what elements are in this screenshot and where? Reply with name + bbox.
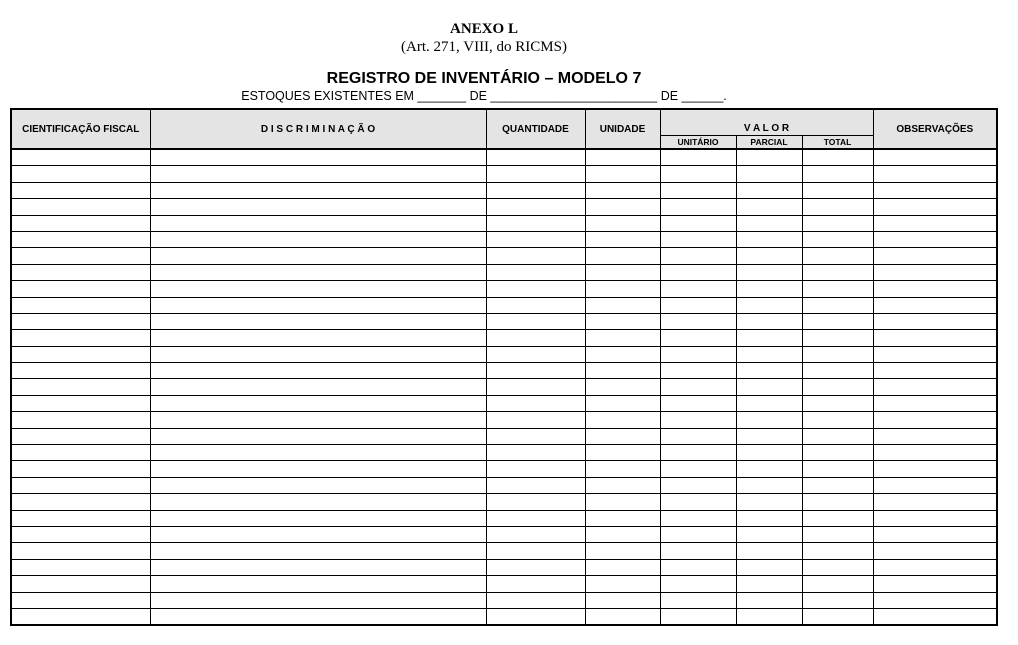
cell-unitario xyxy=(660,559,736,575)
cell-observacoes xyxy=(873,297,997,313)
cell-unidade xyxy=(585,559,660,575)
col-header-parcial: PARCIAL xyxy=(736,136,802,150)
cell-unitario xyxy=(660,149,736,166)
table-row xyxy=(11,281,997,297)
cell-quantidade xyxy=(486,543,585,559)
cell-unidade xyxy=(585,445,660,461)
col-header-total: TOTAL xyxy=(802,136,873,150)
cell-cientificacao-fiscal xyxy=(11,330,150,346)
cell-unidade xyxy=(585,428,660,444)
cell-observacoes xyxy=(873,149,997,166)
table-row xyxy=(11,477,997,493)
cell-cientificacao-fiscal xyxy=(11,559,150,575)
cell-observacoes xyxy=(873,477,997,493)
table-row xyxy=(11,510,997,526)
cell-parcial xyxy=(736,215,802,231)
cell-cientificacao-fiscal xyxy=(11,182,150,198)
cell-unidade xyxy=(585,576,660,592)
cell-discriminacao xyxy=(150,461,486,477)
cell-total xyxy=(802,248,873,264)
cell-unitario xyxy=(660,412,736,428)
cell-quantidade xyxy=(486,461,585,477)
cell-unitario xyxy=(660,428,736,444)
cell-observacoes xyxy=(873,543,997,559)
table-row xyxy=(11,215,997,231)
cell-total xyxy=(802,592,873,608)
cell-observacoes xyxy=(873,166,997,182)
cell-total xyxy=(802,428,873,444)
cell-unidade xyxy=(585,363,660,379)
cell-quantidade xyxy=(486,330,585,346)
table-row xyxy=(11,526,997,542)
cell-total xyxy=(802,281,873,297)
cell-total xyxy=(802,363,873,379)
cell-unitario xyxy=(660,166,736,182)
cell-unitario xyxy=(660,608,736,625)
cell-cientificacao-fiscal xyxy=(11,445,150,461)
cell-parcial xyxy=(736,166,802,182)
table-row xyxy=(11,264,997,280)
table-row xyxy=(11,363,997,379)
cell-unidade xyxy=(585,346,660,362)
cell-discriminacao xyxy=(150,330,486,346)
table-row xyxy=(11,395,997,411)
table-row xyxy=(11,297,997,313)
cell-parcial xyxy=(736,576,802,592)
inventory-table-body xyxy=(11,149,997,625)
col-header-unitario: UNITÁRIO xyxy=(660,136,736,150)
table-row xyxy=(11,379,997,395)
table-row xyxy=(11,330,997,346)
cell-observacoes xyxy=(873,313,997,329)
cell-unidade xyxy=(585,592,660,608)
cell-unitario xyxy=(660,264,736,280)
cell-unidade xyxy=(585,182,660,198)
cell-unidade xyxy=(585,149,660,166)
cell-discriminacao xyxy=(150,199,486,215)
cell-unidade xyxy=(585,281,660,297)
cell-unitario xyxy=(660,461,736,477)
cell-parcial xyxy=(736,182,802,198)
cell-parcial xyxy=(736,494,802,510)
cell-cientificacao-fiscal xyxy=(11,166,150,182)
cell-total xyxy=(802,510,873,526)
cell-unitario xyxy=(660,395,736,411)
cell-total xyxy=(802,297,873,313)
cell-unidade xyxy=(585,166,660,182)
cell-unidade xyxy=(585,526,660,542)
cell-quantidade xyxy=(486,428,585,444)
cell-unidade xyxy=(585,608,660,625)
cell-observacoes xyxy=(873,559,997,575)
annex-reference: (Art. 271, VIII, do RICMS) xyxy=(401,39,567,55)
cell-cientificacao-fiscal xyxy=(11,543,150,559)
cell-discriminacao xyxy=(150,428,486,444)
cell-quantidade xyxy=(486,477,585,493)
cell-discriminacao xyxy=(150,363,486,379)
cell-quantidade xyxy=(486,395,585,411)
cell-unitario xyxy=(660,330,736,346)
cell-discriminacao xyxy=(150,264,486,280)
table-row xyxy=(11,166,997,182)
cell-total xyxy=(802,461,873,477)
cell-unidade xyxy=(585,379,660,395)
cell-observacoes xyxy=(873,608,997,625)
cell-observacoes xyxy=(873,199,997,215)
cell-observacoes xyxy=(873,510,997,526)
cell-cientificacao-fiscal xyxy=(11,215,150,231)
table-row xyxy=(11,543,997,559)
cell-total xyxy=(802,559,873,575)
table-row xyxy=(11,494,997,510)
cell-cientificacao-fiscal xyxy=(11,510,150,526)
cell-observacoes xyxy=(873,330,997,346)
cell-unidade xyxy=(585,461,660,477)
cell-unitario xyxy=(660,313,736,329)
cell-cientificacao-fiscal xyxy=(11,412,150,428)
cell-unitario xyxy=(660,379,736,395)
cell-unitario xyxy=(660,182,736,198)
cell-parcial xyxy=(736,281,802,297)
cell-parcial xyxy=(736,510,802,526)
cell-discriminacao xyxy=(150,510,486,526)
cell-quantidade xyxy=(486,264,585,280)
cell-cientificacao-fiscal xyxy=(11,494,150,510)
table-row xyxy=(11,199,997,215)
cell-discriminacao xyxy=(150,231,486,247)
cell-total xyxy=(802,215,873,231)
cell-unitario xyxy=(660,576,736,592)
cell-quantidade xyxy=(486,576,585,592)
cell-cientificacao-fiscal xyxy=(11,428,150,444)
cell-unidade xyxy=(585,199,660,215)
cell-observacoes xyxy=(873,428,997,444)
cell-unitario xyxy=(660,445,736,461)
cell-unitario xyxy=(660,346,736,362)
cell-quantidade xyxy=(486,363,585,379)
col-header-valor: V A L O R xyxy=(660,109,873,136)
cell-cientificacao-fiscal xyxy=(11,526,150,542)
cell-quantidade xyxy=(486,182,585,198)
cell-unidade xyxy=(585,297,660,313)
table-row xyxy=(11,461,997,477)
cell-cientificacao-fiscal xyxy=(11,592,150,608)
cell-quantidade xyxy=(486,592,585,608)
cell-parcial xyxy=(736,264,802,280)
table-row xyxy=(11,559,997,575)
cell-discriminacao xyxy=(150,576,486,592)
cell-total xyxy=(802,264,873,280)
cell-observacoes xyxy=(873,526,997,542)
cell-cientificacao-fiscal xyxy=(11,248,150,264)
col-header-observacoes: OBSERVAÇÕES xyxy=(873,109,997,149)
cell-parcial xyxy=(736,248,802,264)
cell-unidade xyxy=(585,510,660,526)
cell-discriminacao xyxy=(150,445,486,461)
cell-unitario xyxy=(660,199,736,215)
table-row xyxy=(11,182,997,198)
cell-discriminacao xyxy=(150,149,486,166)
cell-total xyxy=(802,182,873,198)
cell-total xyxy=(802,313,873,329)
cell-cientificacao-fiscal xyxy=(11,363,150,379)
cell-discriminacao xyxy=(150,477,486,493)
cell-observacoes xyxy=(873,461,997,477)
cell-discriminacao xyxy=(150,559,486,575)
table-row xyxy=(11,445,997,461)
cell-total xyxy=(802,199,873,215)
cell-observacoes xyxy=(873,281,997,297)
cell-observacoes xyxy=(873,395,997,411)
cell-parcial xyxy=(736,346,802,362)
cell-observacoes xyxy=(873,494,997,510)
cell-discriminacao xyxy=(150,297,486,313)
cell-cientificacao-fiscal xyxy=(11,264,150,280)
cell-cientificacao-fiscal xyxy=(11,608,150,625)
cell-quantidade xyxy=(486,346,585,362)
cell-cientificacao-fiscal xyxy=(11,231,150,247)
inventory-table xyxy=(10,108,998,626)
cell-parcial xyxy=(736,608,802,625)
table-row xyxy=(11,231,997,247)
cell-discriminacao xyxy=(150,543,486,559)
cell-unidade xyxy=(585,543,660,559)
cell-observacoes xyxy=(873,445,997,461)
cell-quantidade xyxy=(486,231,585,247)
cell-parcial xyxy=(736,330,802,346)
cell-observacoes xyxy=(873,264,997,280)
cell-unidade xyxy=(585,412,660,428)
cell-observacoes xyxy=(873,363,997,379)
cell-observacoes xyxy=(873,379,997,395)
cell-total xyxy=(802,330,873,346)
cell-cientificacao-fiscal xyxy=(11,199,150,215)
cell-parcial xyxy=(736,412,802,428)
stock-date-line: ESTOQUES EXISTENTES EM _______ DE ________________________ DE ______. xyxy=(241,89,727,103)
cell-observacoes xyxy=(873,412,997,428)
cell-unitario xyxy=(660,297,736,313)
col-header-discriminacao: D I S C R I M I N A Ç Ã O xyxy=(150,109,486,149)
cell-unitario xyxy=(660,231,736,247)
cell-unidade xyxy=(585,477,660,493)
cell-parcial xyxy=(736,559,802,575)
cell-cientificacao-fiscal xyxy=(11,576,150,592)
cell-quantidade xyxy=(486,149,585,166)
cell-discriminacao xyxy=(150,346,486,362)
cell-parcial xyxy=(736,379,802,395)
cell-quantidade xyxy=(486,281,585,297)
table-row xyxy=(11,576,997,592)
cell-parcial xyxy=(736,363,802,379)
cell-cientificacao-fiscal xyxy=(11,379,150,395)
cell-cientificacao-fiscal xyxy=(11,297,150,313)
cell-total xyxy=(802,445,873,461)
cell-discriminacao xyxy=(150,215,486,231)
cell-unitario xyxy=(660,363,736,379)
cell-parcial xyxy=(736,428,802,444)
cell-discriminacao xyxy=(150,412,486,428)
annex-title: ANEXO L xyxy=(450,21,518,37)
cell-cientificacao-fiscal xyxy=(11,395,150,411)
cell-parcial xyxy=(736,297,802,313)
cell-discriminacao xyxy=(150,248,486,264)
cell-observacoes xyxy=(873,592,997,608)
cell-unidade xyxy=(585,264,660,280)
cell-quantidade xyxy=(486,297,585,313)
table-row xyxy=(11,412,997,428)
cell-discriminacao xyxy=(150,592,486,608)
cell-unidade xyxy=(585,330,660,346)
cell-unitario xyxy=(660,592,736,608)
cell-cientificacao-fiscal xyxy=(11,281,150,297)
cell-discriminacao xyxy=(150,166,486,182)
cell-observacoes xyxy=(873,346,997,362)
cell-quantidade xyxy=(486,526,585,542)
cell-parcial xyxy=(736,199,802,215)
cell-discriminacao xyxy=(150,608,486,625)
cell-total xyxy=(802,543,873,559)
cell-quantidade xyxy=(486,510,585,526)
cell-parcial xyxy=(736,461,802,477)
cell-parcial xyxy=(736,149,802,166)
cell-parcial xyxy=(736,543,802,559)
cell-quantidade xyxy=(486,412,585,428)
cell-discriminacao xyxy=(150,281,486,297)
cell-discriminacao xyxy=(150,494,486,510)
cell-quantidade xyxy=(486,199,585,215)
cell-unidade xyxy=(585,248,660,264)
cell-discriminacao xyxy=(150,526,486,542)
cell-unidade xyxy=(585,494,660,510)
table-row xyxy=(11,346,997,362)
cell-quantidade xyxy=(486,166,585,182)
cell-observacoes xyxy=(873,215,997,231)
cell-observacoes xyxy=(873,182,997,198)
cell-quantidade xyxy=(486,215,585,231)
cell-quantidade xyxy=(486,313,585,329)
col-header-quantidade: QUANTIDADE xyxy=(486,109,585,149)
form-title: REGISTRO DE INVENTÁRIO – MODELO 7 xyxy=(326,70,642,87)
cell-quantidade xyxy=(486,445,585,461)
cell-unidade xyxy=(585,231,660,247)
cell-cientificacao-fiscal xyxy=(11,346,150,362)
cell-total xyxy=(802,395,873,411)
cell-unitario xyxy=(660,543,736,559)
cell-unitario xyxy=(660,494,736,510)
cell-total xyxy=(802,526,873,542)
cell-unitario xyxy=(660,526,736,542)
cell-quantidade xyxy=(486,248,585,264)
cell-parcial xyxy=(736,445,802,461)
cell-total xyxy=(802,166,873,182)
cell-parcial xyxy=(736,526,802,542)
table-row xyxy=(11,592,997,608)
cell-cientificacao-fiscal xyxy=(11,477,150,493)
cell-observacoes xyxy=(873,248,997,264)
cell-total xyxy=(802,231,873,247)
cell-unidade xyxy=(585,215,660,231)
col-header-cientificacao-fiscal: CIENTIFICAÇÃO FISCAL xyxy=(11,109,150,149)
table-row xyxy=(11,248,997,264)
cell-discriminacao xyxy=(150,395,486,411)
cell-quantidade xyxy=(486,559,585,575)
table-row xyxy=(11,608,997,625)
cell-observacoes xyxy=(873,231,997,247)
cell-total xyxy=(802,149,873,166)
cell-total xyxy=(802,608,873,625)
cell-discriminacao xyxy=(150,182,486,198)
table-row xyxy=(11,149,997,166)
cell-unidade xyxy=(585,395,660,411)
cell-parcial xyxy=(736,395,802,411)
cell-unitario xyxy=(660,248,736,264)
cell-total xyxy=(802,477,873,493)
cell-unitario xyxy=(660,477,736,493)
cell-unidade xyxy=(585,313,660,329)
cell-quantidade xyxy=(486,494,585,510)
col-header-unidade: UNIDADE xyxy=(585,109,660,149)
cell-total xyxy=(802,494,873,510)
cell-parcial xyxy=(736,592,802,608)
cell-observacoes xyxy=(873,576,997,592)
cell-cientificacao-fiscal xyxy=(11,313,150,329)
cell-quantidade xyxy=(486,379,585,395)
table-row xyxy=(11,313,997,329)
cell-total xyxy=(802,346,873,362)
cell-parcial xyxy=(736,313,802,329)
table-row xyxy=(11,428,997,444)
cell-unitario xyxy=(660,510,736,526)
cell-quantidade xyxy=(486,608,585,625)
cell-cientificacao-fiscal xyxy=(11,461,150,477)
cell-parcial xyxy=(736,231,802,247)
cell-cientificacao-fiscal xyxy=(11,149,150,166)
cell-unitario xyxy=(660,281,736,297)
cell-parcial xyxy=(736,477,802,493)
cell-total xyxy=(802,379,873,395)
cell-discriminacao xyxy=(150,313,486,329)
cell-total xyxy=(802,576,873,592)
cell-discriminacao xyxy=(150,379,486,395)
cell-unitario xyxy=(660,215,736,231)
cell-total xyxy=(802,412,873,428)
